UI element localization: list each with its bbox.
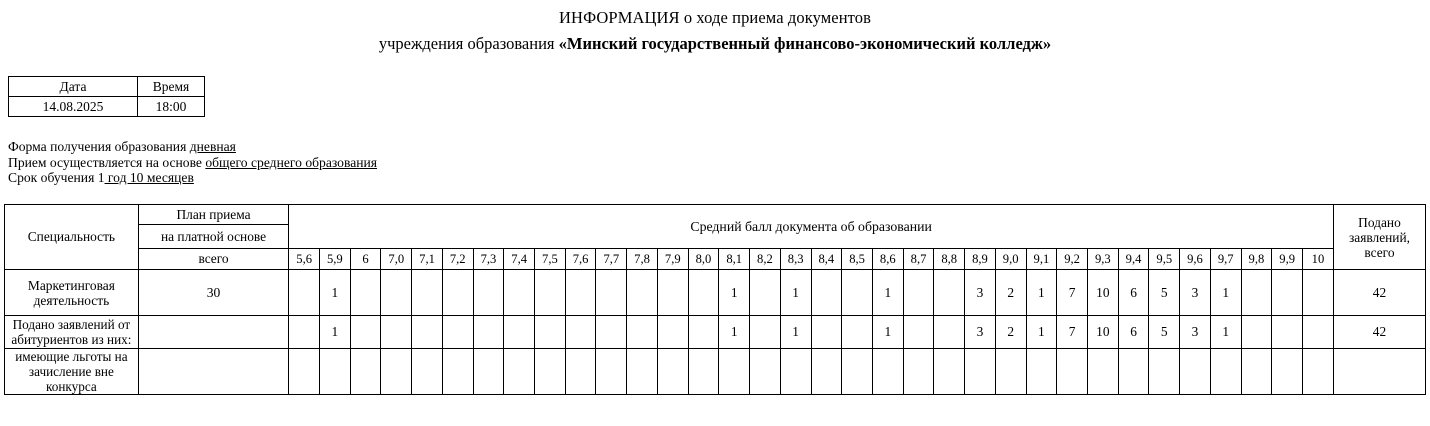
row-cell-10 — [596, 349, 627, 395]
row-cell-5 — [442, 349, 473, 395]
row-cell-14: 1 — [719, 270, 750, 316]
score-col-16: 8,3 — [780, 249, 811, 270]
header-plan: План приема — [138, 205, 289, 225]
score-col-11: 7,8 — [627, 249, 658, 270]
date-header: Дата — [9, 77, 138, 97]
score-col-15: 8,2 — [750, 249, 781, 270]
header-submitted-total: Подано заявлений, всего — [1333, 205, 1425, 270]
row-plan-value — [138, 349, 289, 395]
score-col-23: 9,0 — [995, 249, 1026, 270]
row-plan-value: 30 — [138, 270, 289, 316]
row-cell-17 — [811, 270, 842, 316]
row-cell-0 — [289, 349, 320, 395]
institution-name: «Минский государственный финансово-экономический колледж» — [558, 34, 1052, 53]
document-title — [0, 0, 1430, 55]
row-cell-6 — [473, 349, 504, 395]
row-cell-1: 1 — [320, 316, 351, 349]
row-cell-7 — [504, 270, 535, 316]
row-cell-3 — [381, 349, 412, 395]
datetime-header-row — [9, 77, 205, 97]
row-cell-23: 2 — [995, 316, 1026, 349]
row-cell-11 — [627, 270, 658, 316]
row-cell-28 — [1149, 349, 1180, 395]
row-cell-17 — [811, 349, 842, 395]
score-col-14: 8,1 — [719, 249, 750, 270]
row-cell-33 — [1303, 270, 1334, 316]
table-row — [5, 349, 1426, 395]
row-cell-18 — [842, 270, 873, 316]
row-cell-26 — [1087, 349, 1118, 395]
row-cell-16: 1 — [780, 270, 811, 316]
score-col-31: 9,8 — [1241, 249, 1272, 270]
row-cell-10 — [596, 270, 627, 316]
row-cell-26: 10 — [1087, 270, 1118, 316]
score-col-32: 9,9 — [1272, 249, 1303, 270]
row-cell-14: 1 — [719, 316, 750, 349]
row-cell-3 — [381, 316, 412, 349]
row-cell-6 — [473, 316, 504, 349]
row-cell-14 — [719, 349, 750, 395]
table-header-row-1 — [5, 205, 1426, 225]
row-cell-7 — [504, 316, 535, 349]
row-cell-8 — [535, 349, 566, 395]
education-form-label: Форма получения образования — [8, 139, 190, 154]
row-total: 42 — [1333, 270, 1425, 316]
row-cell-30: 1 — [1210, 270, 1241, 316]
row-cell-31 — [1241, 270, 1272, 316]
info-line-admission-basis — [8, 155, 377, 171]
score-col-24: 9,1 — [1026, 249, 1057, 270]
row-cell-33 — [1303, 316, 1334, 349]
row-cell-20 — [903, 316, 934, 349]
row-cell-21 — [934, 349, 965, 395]
row-cell-12 — [657, 349, 688, 395]
row-cell-24: 1 — [1026, 270, 1057, 316]
score-col-4: 7,1 — [412, 249, 443, 270]
row-cell-0 — [289, 316, 320, 349]
row-cell-4 — [412, 316, 443, 349]
row-cell-3 — [381, 270, 412, 316]
score-col-33: 10 — [1303, 249, 1334, 270]
score-col-6: 7,3 — [473, 249, 504, 270]
header-plan-total: всего — [138, 249, 289, 270]
row-cell-28: 5 — [1149, 270, 1180, 316]
row-cell-5 — [442, 316, 473, 349]
row-cell-0 — [289, 270, 320, 316]
row-cell-21 — [934, 270, 965, 316]
score-col-26: 9,3 — [1087, 249, 1118, 270]
row-cell-9 — [565, 349, 596, 395]
datetime-table — [8, 76, 205, 117]
duration-label: Срок обучения 1 — [8, 170, 105, 185]
row-cell-11 — [627, 316, 658, 349]
score-col-25: 9,2 — [1057, 249, 1088, 270]
row-cell-16 — [780, 349, 811, 395]
score-col-8: 7,5 — [535, 249, 566, 270]
date-value: 14.08.2025 — [9, 97, 138, 117]
row-cell-19: 1 — [872, 316, 903, 349]
row-cell-13 — [688, 349, 719, 395]
row-cell-22 — [965, 349, 996, 395]
row-cell-25 — [1057, 349, 1088, 395]
admission-basis-value: общего среднего образования — [205, 154, 378, 170]
row-cell-27 — [1118, 349, 1149, 395]
row-cell-19: 1 — [872, 270, 903, 316]
row-cell-23 — [995, 349, 1026, 395]
row-cell-4 — [412, 270, 443, 316]
education-form-value: дневная — [189, 139, 236, 154]
row-cell-15 — [750, 349, 781, 395]
row-cell-27: 6 — [1118, 316, 1149, 349]
table-row — [5, 316, 1426, 349]
row-cell-19 — [872, 349, 903, 395]
row-cell-23: 2 — [995, 270, 1026, 316]
score-col-10: 7,7 — [596, 249, 627, 270]
row-cell-11 — [627, 349, 658, 395]
score-col-7: 7,4 — [504, 249, 535, 270]
score-col-29: 9,6 — [1180, 249, 1211, 270]
score-col-28: 9,5 — [1149, 249, 1180, 270]
row-cell-20 — [903, 349, 934, 395]
score-col-12: 7,9 — [657, 249, 688, 270]
score-col-1: 5,9 — [320, 249, 351, 270]
row-cell-20 — [903, 270, 934, 316]
admissions-table — [4, 204, 1426, 395]
title-line-1: ИНФОРМАЦИЯ о ходе приема документов — [559, 8, 871, 27]
row-cell-9 — [565, 316, 596, 349]
row-cell-31 — [1241, 316, 1272, 349]
row-cell-12 — [657, 270, 688, 316]
title-line-2-prefix: учреждения образования — [378, 34, 559, 53]
row-total — [1333, 349, 1425, 395]
row-cell-1 — [320, 349, 351, 395]
score-col-13: 8,0 — [688, 249, 719, 270]
score-col-30: 9,7 — [1210, 249, 1241, 270]
row-cell-9 — [565, 270, 596, 316]
admission-basis-label: Прием осуществляется на основе — [8, 154, 206, 170]
row-cell-1: 1 — [320, 270, 351, 316]
row-cell-30 — [1210, 349, 1241, 395]
row-cell-2 — [350, 316, 381, 349]
row-label: Подано заявлений от абитуриентов из них: — [5, 316, 139, 349]
score-col-19: 8,6 — [872, 249, 903, 270]
score-col-20: 8,7 — [903, 249, 934, 270]
row-cell-31 — [1241, 349, 1272, 395]
row-cell-2 — [350, 270, 381, 316]
row-cell-5 — [442, 270, 473, 316]
row-cell-29 — [1180, 349, 1211, 395]
header-specialty: Специальность — [5, 205, 139, 270]
score-col-21: 8,8 — [934, 249, 965, 270]
row-cell-13 — [688, 316, 719, 349]
row-cell-18 — [842, 316, 873, 349]
info-lines — [8, 139, 377, 186]
score-col-2: 6 — [350, 249, 381, 270]
score-col-22: 8,9 — [965, 249, 996, 270]
header-average-score: Средний балл документа об образовании — [289, 205, 1334, 249]
row-cell-15 — [750, 316, 781, 349]
score-col-27: 9,4 — [1118, 249, 1149, 270]
info-line-education-form — [8, 139, 377, 155]
datetime-value-row — [9, 97, 205, 117]
row-cell-10 — [596, 316, 627, 349]
row-cell-32 — [1272, 270, 1303, 316]
row-cell-29: 3 — [1180, 316, 1211, 349]
score-col-17: 8,4 — [811, 249, 842, 270]
row-cell-32 — [1272, 349, 1303, 395]
row-cell-8 — [535, 316, 566, 349]
score-col-3: 7,0 — [381, 249, 412, 270]
row-cell-16: 1 — [780, 316, 811, 349]
row-plan-value — [138, 316, 289, 349]
header-plan-paid: на платной основе — [138, 225, 289, 249]
row-cell-27: 6 — [1118, 270, 1149, 316]
row-cell-12 — [657, 316, 688, 349]
title-line-2 — [0, 33, 1430, 55]
row-cell-25: 7 — [1057, 270, 1088, 316]
row-cell-32 — [1272, 316, 1303, 349]
score-col-5: 7,2 — [442, 249, 473, 270]
row-cell-25: 7 — [1057, 316, 1088, 349]
row-cell-15 — [750, 270, 781, 316]
row-cell-30: 1 — [1210, 316, 1241, 349]
score-col-0: 5,6 — [289, 249, 320, 270]
time-value: 18:00 — [138, 97, 205, 117]
row-cell-28: 5 — [1149, 316, 1180, 349]
row-cell-13 — [688, 270, 719, 316]
table-header-row-3 — [5, 249, 1426, 270]
row-label: Маркетинговая деятельность — [5, 270, 139, 316]
time-header: Время — [138, 77, 205, 97]
row-cell-24: 1 — [1026, 316, 1057, 349]
row-cell-4 — [412, 349, 443, 395]
row-cell-17 — [811, 316, 842, 349]
admissions-table-container — [4, 204, 1426, 395]
row-cell-33 — [1303, 349, 1334, 395]
row-cell-7 — [504, 349, 535, 395]
row-cell-24 — [1026, 349, 1057, 395]
row-cell-29: 3 — [1180, 270, 1211, 316]
duration-value: год 10 месяцев — [104, 170, 194, 185]
row-cell-18 — [842, 349, 873, 395]
row-total: 42 — [1333, 316, 1425, 349]
row-cell-21 — [934, 316, 965, 349]
row-cell-8 — [535, 270, 566, 316]
row-cell-22: 3 — [965, 270, 996, 316]
row-cell-6 — [473, 270, 504, 316]
score-col-18: 8,5 — [842, 249, 873, 270]
row-cell-26: 10 — [1087, 316, 1118, 349]
row-label: имеющие льготы на зачисление вне конкурса — [5, 349, 139, 395]
row-cell-2 — [350, 349, 381, 395]
row-cell-22: 3 — [965, 316, 996, 349]
score-col-9: 7,6 — [565, 249, 596, 270]
table-row — [5, 270, 1426, 316]
info-line-duration — [8, 170, 377, 186]
